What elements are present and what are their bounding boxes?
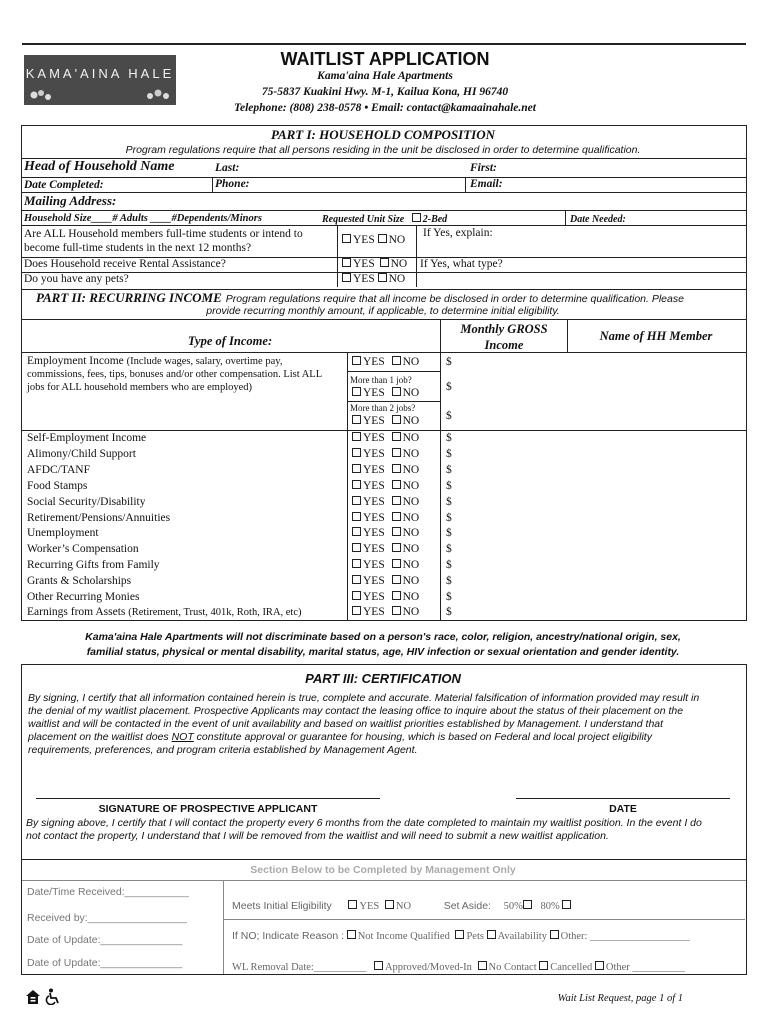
income-type-label: Food Stamps bbox=[27, 479, 88, 492]
assets-line1: Earnings from Assets bbox=[27, 606, 126, 618]
income-type-label: Retirement/Pensions/Annuities bbox=[27, 511, 171, 524]
yes-label: YES bbox=[363, 559, 385, 572]
yes-label: YES bbox=[363, 447, 385, 460]
org-contact: Telephone: (808) 238-0578 • Email: contact@kamaainahale.net bbox=[234, 102, 536, 114]
yes-label: YES bbox=[363, 606, 385, 618]
income-no-checkbox[interactable] bbox=[392, 432, 401, 441]
email-field[interactable]: Email: bbox=[470, 178, 503, 190]
assets-yes-no[interactable] bbox=[352, 606, 419, 618]
contact-commitment bbox=[26, 817, 742, 843]
q-students-line2: become full-time students in the next 12 months? bbox=[24, 242, 252, 254]
cert-line2: the denial of my waitlist placement. Prospective Applicants may contact the leasing office to inquire about the status of their placement on the bbox=[28, 705, 684, 717]
q-rental-assistance: Does Household receive Rental Assistance? bbox=[24, 258, 226, 270]
reason-income-checkbox[interactable] bbox=[347, 930, 356, 939]
pets-no-checkbox[interactable] bbox=[378, 273, 387, 282]
no-label: NO bbox=[402, 447, 420, 460]
meets-label: Meets Initial Eligibility bbox=[232, 900, 332, 912]
cert-line4b: constitute approval or guarantee for housing, which is based on Federal and local project eligibility bbox=[193, 731, 652, 743]
income-type-label: Worker’s Compensation bbox=[27, 543, 139, 556]
no-label: NO bbox=[402, 559, 420, 572]
household-size-field[interactable]: Household Size____# Adults ____#Dependents/Minors bbox=[24, 213, 262, 224]
elig-yes-label: YES bbox=[359, 901, 380, 912]
income-yes-checkbox[interactable] bbox=[352, 543, 361, 552]
signature-line[interactable] bbox=[36, 798, 380, 799]
no-label: NO bbox=[402, 387, 420, 399]
footer-page-note: Wait List Request, page 1 of 1 bbox=[557, 993, 683, 1004]
income-yes-checkbox[interactable] bbox=[352, 496, 361, 505]
no-label: NO bbox=[402, 606, 420, 618]
income-yes-no[interactable] bbox=[352, 527, 419, 539]
income-yes-checkbox[interactable] bbox=[352, 464, 361, 473]
income-amount[interactable]: $ bbox=[446, 511, 452, 524]
income-yes-no[interactable] bbox=[352, 448, 419, 460]
income-type-label: Unemployment bbox=[27, 527, 99, 540]
assets-no-checkbox[interactable] bbox=[392, 606, 401, 615]
cert-line5: requirements, preferences, and program criteria established by Management Agent. bbox=[28, 744, 418, 756]
date-line[interactable] bbox=[516, 798, 730, 799]
income-type-label: AFDC/TANF bbox=[27, 463, 90, 476]
income-no-checkbox[interactable] bbox=[392, 464, 401, 473]
rental-yes-checkbox[interactable] bbox=[342, 258, 351, 267]
income-yes-checkbox[interactable] bbox=[352, 559, 361, 568]
col-member-name: Name of HH Member bbox=[599, 329, 713, 343]
reason-availability-label: Availability bbox=[497, 931, 547, 942]
received-time-field[interactable]: Date/Time Received:___________ bbox=[27, 886, 189, 898]
income-type-label: Grants & Scholarships bbox=[27, 575, 132, 588]
no-label: NO bbox=[402, 591, 420, 603]
no-label: NO bbox=[402, 543, 420, 556]
no-label: NO bbox=[402, 463, 420, 476]
income-type-label: Other Recurring Monies bbox=[27, 591, 140, 603]
reason-pets-label: Pets bbox=[466, 931, 484, 942]
yes-label: YES bbox=[363, 415, 385, 427]
part1-title: PART I: HOUSEHOLD COMPOSITION bbox=[270, 127, 496, 142]
rental-no-checkbox[interactable] bbox=[380, 258, 389, 267]
income-no-checkbox[interactable] bbox=[392, 496, 401, 505]
approved-label: Approved/Moved-In bbox=[384, 962, 472, 973]
job3-amount[interactable]: $ bbox=[446, 410, 452, 422]
reason-row bbox=[232, 930, 690, 942]
org-name: Kama'aina Hale Apartments bbox=[317, 70, 453, 82]
emp-line2: commissions, fees, tips, bonuses and/or other compensation. List ALL bbox=[27, 369, 323, 380]
reason-other-checkbox[interactable] bbox=[550, 930, 559, 939]
no-label: NO bbox=[402, 415, 420, 427]
other-label: Other __________ bbox=[605, 962, 685, 973]
job3-yes-checkbox[interactable] bbox=[352, 415, 361, 424]
elig-yes-checkbox[interactable] bbox=[348, 900, 357, 909]
date-update-2-field[interactable]: Date of Update:______________ bbox=[27, 957, 183, 969]
col-gross-line2: Income bbox=[484, 338, 524, 352]
more-than-1-job: More than 1 job? bbox=[350, 375, 412, 385]
assets-yes-checkbox[interactable] bbox=[352, 606, 361, 615]
students-yes-checkbox[interactable] bbox=[342, 234, 351, 243]
household-size-label: Household Size bbox=[24, 213, 92, 224]
emp-line3: jobs for ALL household members who are employed) bbox=[27, 382, 253, 393]
cert-line3: waitlist and will be contacted in the event of unit availability and based on waitlist priorities established by Management. I understand that bbox=[28, 718, 664, 730]
pct50-label: 50% bbox=[503, 901, 523, 912]
received-by-field[interactable]: Received by:_________________ bbox=[27, 912, 187, 924]
income-yes-no[interactable] bbox=[352, 543, 419, 555]
cert-line4a: placement on the waitlist does bbox=[28, 731, 172, 743]
income-amount[interactable]: $ bbox=[446, 575, 452, 588]
yes-label: YES bbox=[363, 575, 385, 588]
job2-no-checkbox[interactable] bbox=[392, 387, 401, 396]
income-amount[interactable]: $ bbox=[446, 432, 452, 444]
no-contact-label: No Contact bbox=[488, 962, 537, 973]
job2-yes-checkbox[interactable] bbox=[352, 387, 361, 396]
pets-yes-checkbox[interactable] bbox=[342, 273, 351, 282]
yes-label: YES bbox=[363, 543, 385, 556]
income-yes-checkbox[interactable] bbox=[352, 575, 361, 584]
no-label: NO bbox=[402, 479, 420, 492]
reason-other-label: Other: ___________________ bbox=[560, 931, 690, 942]
job3-yes-no[interactable] bbox=[352, 415, 419, 427]
commit-line1: By signing above, I certify that I will contact the property every 6 months from the date completed to maintain my waitlist position. In the event I do bbox=[26, 817, 702, 829]
assets-income-label bbox=[27, 606, 302, 618]
flower-icon bbox=[28, 87, 58, 103]
income-yes-no[interactable] bbox=[352, 432, 419, 444]
if-no-label: If NO; Indicate Reason : bbox=[232, 930, 345, 942]
q-pets: Do you have any pets? bbox=[24, 273, 129, 285]
eligibility-row bbox=[232, 900, 573, 912]
q-students bbox=[24, 227, 303, 255]
income-type-label: Alimony/Child Support bbox=[27, 447, 136, 460]
cancelled-label: Cancelled bbox=[550, 962, 593, 973]
pct50-checkbox[interactable] bbox=[523, 900, 532, 909]
no-label: NO bbox=[402, 432, 420, 444]
income-no-checkbox[interactable] bbox=[392, 543, 401, 552]
org-address: 75-5837 Kuakini Hwy. M-1, Kailua Kona, HI 96740 bbox=[261, 86, 509, 98]
part2-note-1: Program regulations require that all income be disclosed in order to determine qualification. Please bbox=[225, 293, 684, 305]
income-no-checkbox[interactable] bbox=[392, 480, 401, 489]
col-type-of-income: Type of Income: bbox=[187, 334, 273, 348]
income-yes-checkbox[interactable] bbox=[352, 480, 361, 489]
part1-note: Program regulations require that all persons residing in the unit be disclosed in order to determine qualification. bbox=[125, 144, 641, 156]
yes-label: YES bbox=[353, 234, 375, 246]
non-discrimination-line1: Kama'aina Hale Apartments will not discriminate based on a person's race, color, religion, ancestry/national origin, sex, bbox=[85, 631, 681, 643]
yes-label: YES bbox=[363, 356, 385, 368]
income-no-checkbox[interactable] bbox=[392, 575, 401, 584]
flower-icon bbox=[144, 87, 174, 103]
job2-yes-no[interactable] bbox=[352, 387, 419, 399]
income-no-checkbox[interactable] bbox=[392, 512, 401, 521]
income-amount[interactable]: $ bbox=[446, 463, 452, 476]
dependents-label: #Dependents/Minors bbox=[171, 213, 262, 224]
no-label: NO bbox=[388, 234, 406, 246]
approved-checkbox[interactable] bbox=[374, 961, 383, 970]
no-label: NO bbox=[402, 575, 420, 588]
q-students-line1: Are ALL Household members full-time students or intend to bbox=[24, 228, 303, 240]
income-amount[interactable]: $ bbox=[446, 447, 452, 460]
certification-text bbox=[28, 692, 740, 757]
students-explain-field[interactable]: If Yes, explain: bbox=[423, 227, 493, 239]
no-label: NO bbox=[402, 495, 420, 508]
removal-row bbox=[232, 961, 685, 973]
yes-label: YES bbox=[363, 527, 385, 540]
job2-amount[interactable]: $ bbox=[446, 381, 452, 393]
students-no-checkbox[interactable] bbox=[378, 234, 387, 243]
part3-title: PART III: CERTIFICATION bbox=[305, 671, 461, 686]
no-label: NO bbox=[402, 356, 420, 368]
assets-amount[interactable]: $ bbox=[446, 606, 452, 618]
signature-label: SIGNATURE OF PROSPECTIVE APPLICANT bbox=[98, 803, 318, 815]
emp-no-checkbox[interactable] bbox=[392, 356, 401, 365]
cert-line1: By signing, I certify that all information contained herein is true, complete and accurate. Material falsification of information provided may result in bbox=[28, 692, 700, 704]
reason-income-label: Not Income Qualified bbox=[357, 931, 450, 942]
elig-no-label: NO bbox=[395, 901, 412, 912]
part2-header bbox=[36, 291, 741, 306]
bed-2-checkbox[interactable] bbox=[412, 213, 421, 222]
employment-amount[interactable]: $ bbox=[446, 356, 452, 368]
yes-label: YES bbox=[363, 511, 385, 524]
yes-label: YES bbox=[363, 432, 385, 444]
management-title: Section Below to be Completed by Management Only bbox=[250, 864, 516, 876]
requested-unit-size bbox=[322, 213, 447, 225]
income-amount[interactable]: $ bbox=[446, 543, 452, 556]
reason-pets-checkbox[interactable] bbox=[455, 930, 464, 939]
head-of-household-label: Head of Household Name bbox=[24, 159, 175, 174]
equal-housing-icon bbox=[25, 989, 41, 1005]
pct80-label: 80% bbox=[540, 901, 560, 912]
non-discrimination-line2: familial status, physical or mental disability, marital status, age, HIV infection or sexual orientation and gender identity. bbox=[86, 646, 680, 658]
assets-line2: (Retirement, Trust, 401k, Roth, IRA, etc) bbox=[128, 607, 302, 618]
income-yes-checkbox[interactable] bbox=[352, 448, 361, 457]
income-no-checkbox[interactable] bbox=[392, 591, 401, 600]
commit-line2: not contact the property, I understand that I will be removed from the waitlist and will need to submit a new waitlist application. bbox=[26, 830, 609, 842]
reason-availability-checkbox[interactable] bbox=[487, 930, 496, 939]
income-amount[interactable]: $ bbox=[446, 479, 452, 492]
rental-yes-no[interactable] bbox=[342, 258, 407, 270]
part2-note-2: provide recurring monthly amount, if applicable, to determine initial eligibility. bbox=[206, 305, 560, 317]
income-yes-checkbox[interactable] bbox=[352, 432, 361, 441]
income-yes-no[interactable] bbox=[352, 591, 419, 603]
date-needed-field[interactable]: Date Needed: bbox=[570, 214, 626, 225]
yes-label: YES bbox=[363, 591, 385, 603]
elig-no-checkbox[interactable] bbox=[385, 900, 394, 909]
pets-yes-no[interactable] bbox=[342, 273, 405, 285]
emp-line1b: (Include wages, salary, overtime pay, bbox=[126, 356, 283, 367]
yes-label: YES bbox=[353, 273, 375, 285]
no-label: NO bbox=[402, 511, 420, 524]
no-label: NO bbox=[390, 258, 408, 270]
set-aside-label: Set Aside: bbox=[443, 900, 491, 912]
adults-label: # Adults bbox=[112, 213, 148, 224]
income-type-label: Recurring Gifts from Family bbox=[27, 559, 160, 572]
students-yes-no[interactable] bbox=[342, 234, 405, 246]
income-yes-no[interactable] bbox=[352, 512, 419, 524]
cert-not: NOT bbox=[171, 731, 194, 743]
job3-no-checkbox[interactable] bbox=[392, 415, 401, 424]
income-amount[interactable]: $ bbox=[446, 591, 452, 603]
yes-label: YES bbox=[353, 258, 375, 270]
date-completed-field[interactable]: Date Completed: bbox=[24, 179, 104, 191]
part2-title: PART II: RECURRING INCOME bbox=[36, 290, 222, 305]
logo-text: KAMA'AINA HALE bbox=[25, 66, 175, 81]
emp-line1: Employment Income bbox=[27, 355, 124, 367]
yes-label: YES bbox=[363, 495, 385, 508]
no-label: NO bbox=[388, 273, 406, 285]
cancelled-checkbox[interactable] bbox=[539, 961, 548, 970]
phone-field[interactable]: Phone: bbox=[215, 178, 250, 190]
pct80-checkbox[interactable] bbox=[562, 900, 571, 909]
income-yes-no[interactable] bbox=[352, 559, 419, 571]
income-amount[interactable]: $ bbox=[446, 559, 452, 572]
income-type-label: Social Security/Disability bbox=[27, 495, 146, 508]
income-amount[interactable]: $ bbox=[446, 527, 452, 540]
income-amount[interactable]: $ bbox=[446, 495, 452, 508]
yes-label: YES bbox=[363, 479, 385, 492]
emp-yes-checkbox[interactable] bbox=[352, 356, 361, 365]
income-yes-no[interactable] bbox=[352, 480, 419, 492]
employment-yes-no[interactable] bbox=[352, 356, 419, 368]
mailing-address-field[interactable]: Mailing Address: bbox=[24, 193, 117, 208]
col-monthly-gross bbox=[440, 321, 568, 353]
income-yes-checkbox[interactable] bbox=[352, 591, 361, 600]
last-name-field[interactable]: Last: bbox=[215, 162, 240, 174]
yes-label: YES bbox=[363, 387, 385, 399]
no-contact-checkbox[interactable] bbox=[478, 961, 487, 970]
wl-removal-label[interactable]: WL Removal Date:__________ bbox=[232, 962, 367, 973]
accessibility-icon bbox=[45, 988, 61, 1005]
unit-size-label: Requested Unit Size bbox=[322, 214, 405, 225]
income-no-checkbox[interactable] bbox=[392, 559, 401, 568]
income-yes-no[interactable] bbox=[352, 496, 419, 508]
yes-label: YES bbox=[363, 463, 385, 476]
logo bbox=[24, 55, 176, 105]
employment-income-label bbox=[27, 355, 349, 394]
income-yes-no[interactable] bbox=[352, 575, 419, 587]
more-than-2-jobs: More than 2 jobs? bbox=[350, 403, 416, 413]
other-checkbox[interactable] bbox=[595, 961, 604, 970]
date-label: DATE bbox=[609, 803, 637, 815]
date-update-1-field[interactable]: Date of Update:______________ bbox=[27, 934, 183, 946]
no-label: NO bbox=[402, 527, 420, 540]
first-name-field[interactable]: First: bbox=[470, 162, 497, 174]
income-yes-no[interactable] bbox=[352, 464, 419, 476]
income-no-checkbox[interactable] bbox=[392, 448, 401, 457]
income-yes-checkbox[interactable] bbox=[352, 512, 361, 521]
income-no-checkbox[interactable] bbox=[392, 527, 401, 536]
rental-type-field[interactable]: If Yes, what type? bbox=[420, 258, 503, 270]
col-gross-line1: Monthly GROSS bbox=[460, 322, 548, 336]
bed-2-label: 2-Bed bbox=[422, 214, 448, 225]
income-type-label: Self-Employment Income bbox=[27, 432, 147, 444]
page-title: WAITLIST APPLICATION bbox=[280, 49, 490, 69]
income-yes-checkbox[interactable] bbox=[352, 527, 361, 536]
